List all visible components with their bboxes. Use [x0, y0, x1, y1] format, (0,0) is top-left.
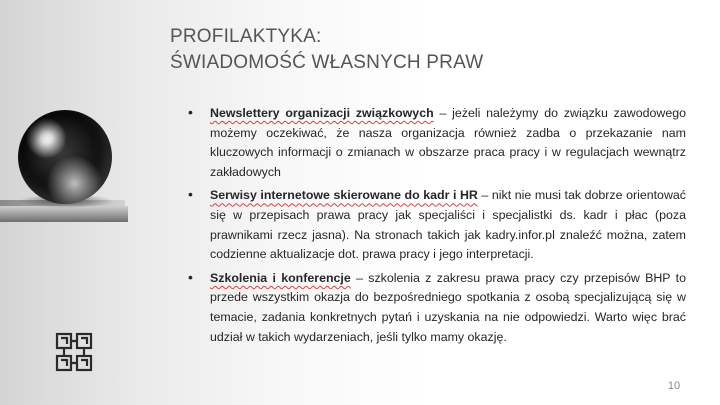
list-item [186, 104, 686, 182]
shelf [0, 206, 128, 222]
bullet-list [186, 104, 686, 351]
bullet-heading: Serwisy internetowe skierowane do kadr i HR [210, 188, 478, 203]
bullet-text: – jeżeli należymy do związku zawodowego możemy oczekiwać, że nasza organizacja również zadba o przekazanie nam kluczowych informacji o zmianach w obszarze praca pracy i w regulacjach wewnątrz zakładowych [210, 106, 687, 179]
square-knot-logo-icon [55, 332, 93, 372]
page-number: 10 [667, 380, 681, 392]
bullet-text: – szkolenia z zakresu prawa pracy czy przepisów BHP to przede wszystkim okazja do bezpośredniego spotkania z osobą specjalizującą się w temacie, zadania konkretnych pytań i uzyskania na nie odpowiedzi. Warto więc brać udział w takich wydarzeniach, jeśli tylko mamy okazję. [210, 270, 686, 344]
bullet-dot-icon: • [188, 186, 193, 203]
bullet-text: – nikt nie musi tak dobrze orientować się w przepisach prawa pracy jak specjaliści i specjalistki ds. kadr i płac (poza prawnikami rzecz jasna). Na stronach takich jak kadry.infor.pl znaleźć można, zatem codzienne aktualizacje dot. prawa pracy i jego interpretacji. [210, 188, 686, 262]
title-line-2: ŚWIADOMOŚĆ WŁASNYCH PRAW [170, 52, 484, 73]
bullet-dot-icon: • [188, 268, 193, 285]
bullet-heading: Szkolenia i konferencje [210, 270, 351, 285]
sphere-decoration [18, 110, 112, 204]
list-item [186, 186, 686, 264]
title-line-1: PROFILAKTYKA: [170, 26, 322, 47]
list-item [186, 269, 686, 347]
bullet-dot-icon: • [188, 104, 193, 120]
slide-title [170, 24, 690, 76]
bullet-heading: Newslettery organizacji związkowych [210, 106, 434, 120]
